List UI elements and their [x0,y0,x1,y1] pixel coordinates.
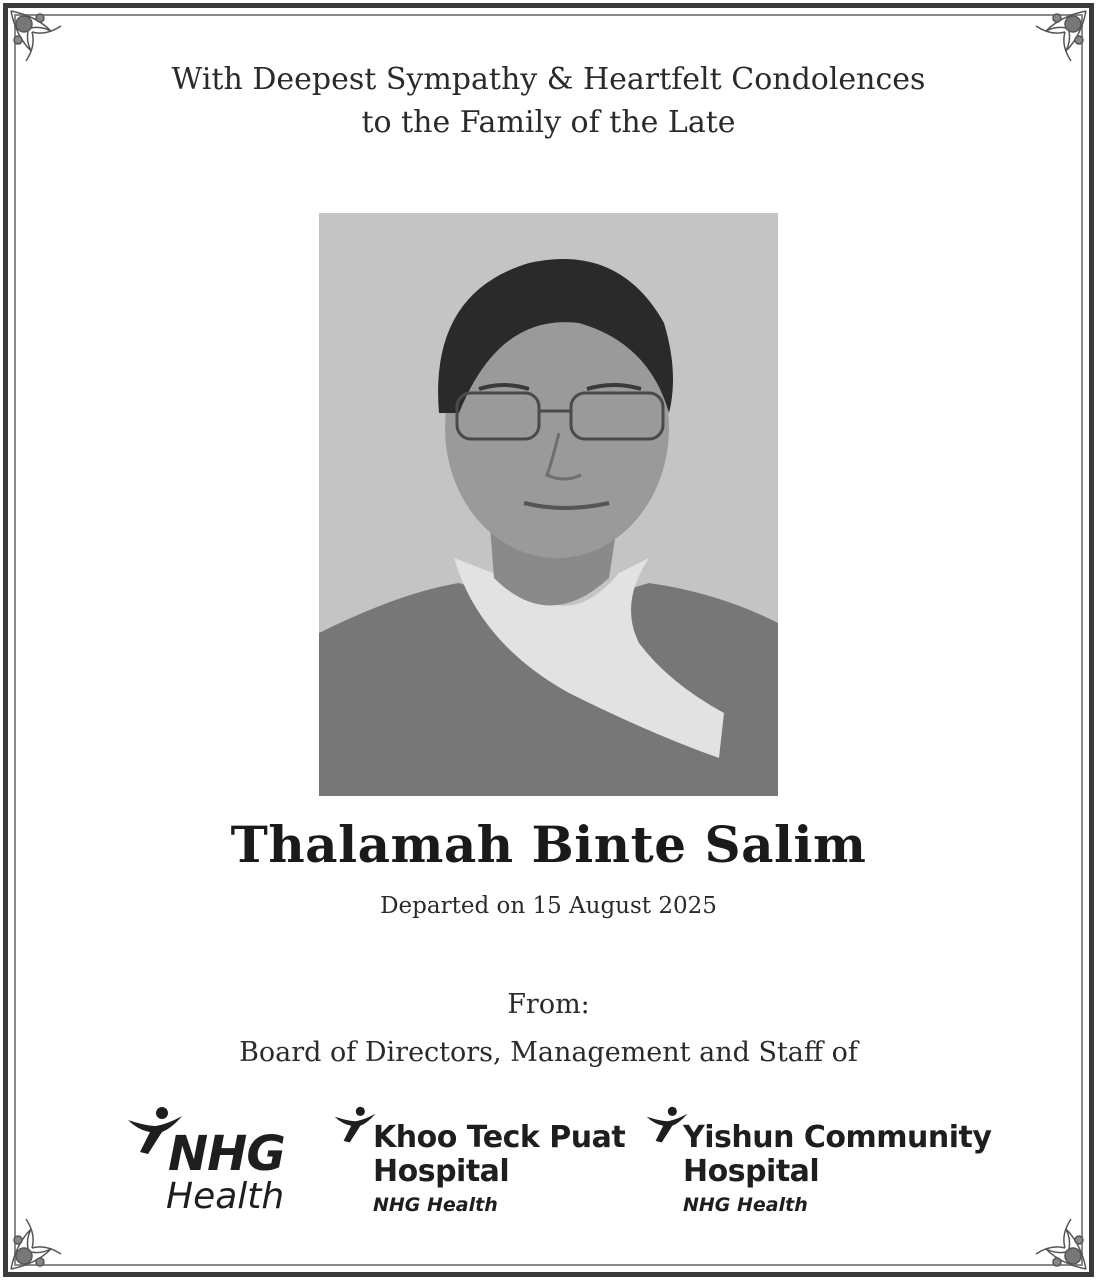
ych-logo [645,1106,992,1218]
departed-date: Departed on 15 August 2025 [380,893,717,919]
nhg-logo-subtext: Health [166,1176,285,1217]
condolence-heading [0,58,1097,144]
sender-line: Board of Directors, Management and Staff of [239,1037,858,1068]
ych-name-line-2: Hospital [683,1154,820,1189]
ktph-cluster-label: NHG Health [373,1194,498,1216]
from-label: From: [507,989,590,1020]
ktph-logo [333,1106,626,1218]
floral-corner-ornament-icon [1001,1184,1091,1274]
running-figure-logo-icon [333,1106,377,1144]
ktph-name-line-1: Khoo Teck Puat [373,1120,626,1155]
heading-line-1: With Deepest Sympathy & Heartfelt Condolences [171,62,926,97]
ych-cluster-label: NHG Health [683,1194,808,1216]
ych-name-line-1: Yishun Community [683,1120,992,1155]
portrait-photo [319,213,778,796]
deceased-name: Thalamah Binte Salim [230,815,867,874]
floral-corner-ornament-icon [6,1184,96,1274]
nhg-health-logo [126,1106,316,1218]
ktph-name-line-2: Hospital [373,1154,510,1189]
heading-line-2: to the Family of the Late [361,105,736,140]
nhg-logo-text: NHG [168,1126,285,1182]
